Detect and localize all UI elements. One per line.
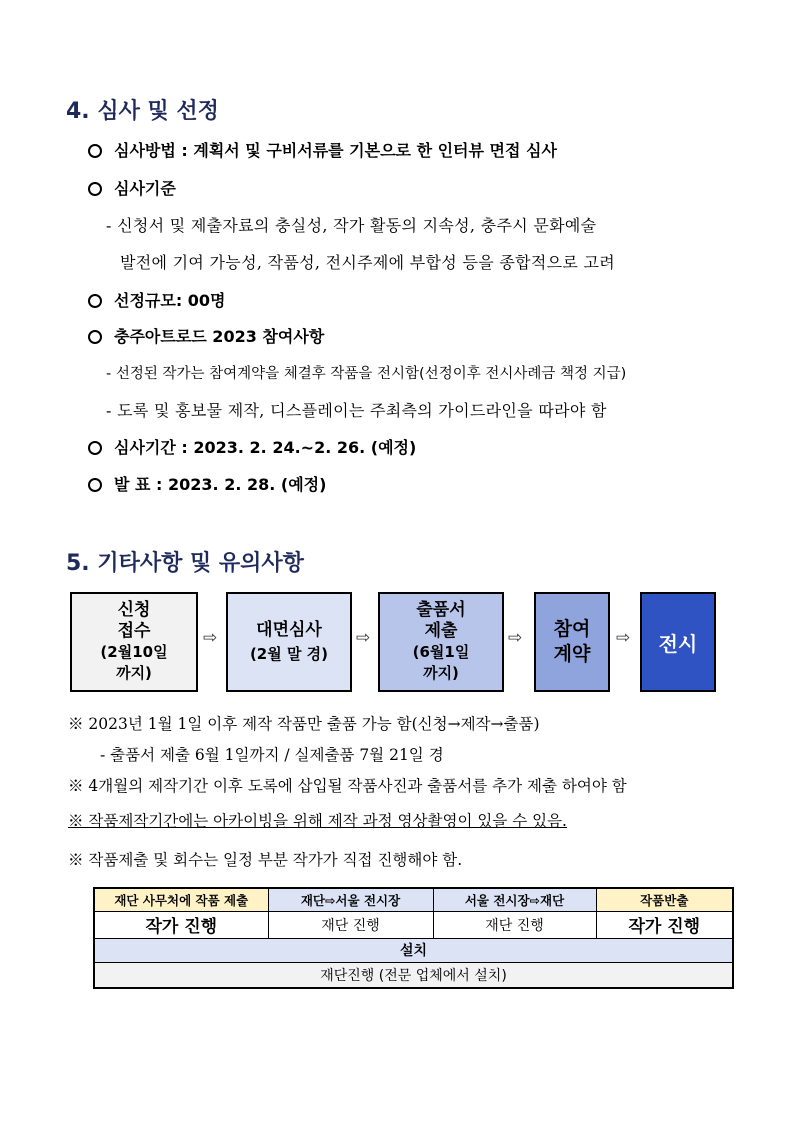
criteria-line-1: - 신청서 및 제출자료의 충실성, 작가 활동의 지속성, 충주시 문화예술 [106, 216, 597, 235]
flow-step-contract-l1: 참여 [553, 618, 591, 640]
table-header: 재단 사무처에 작품 제출 [94, 888, 268, 911]
flow-step-interview [226, 592, 352, 692]
table-cell: 작가 진행 [596, 911, 733, 938]
flow-step-apply-l1: 신청 [117, 600, 151, 620]
flow-step-apply-l4: 까지) [116, 664, 152, 682]
circle-bullet-icon [88, 441, 102, 455]
participation-line-2: - 도록 및 홍보물 제작, 디스플레이는 주최측의 가이드라인을 따라야 함 [106, 401, 607, 420]
flow-step-submission-l1: 출품서 [416, 600, 466, 620]
participation-line-1: - 선정된 작가는 참여계약을 체결후 작품을 전시함(선정이후 전시사례금 책정 지급) [106, 366, 627, 382]
arrow-right-icon: ⇨ [508, 628, 523, 648]
announcement-text: 발 표 : 2023. 2. 28. (예정) [114, 475, 327, 494]
note-3: ※ 작품제작기간에는 아카이빙을 위해 제작 과정 영상촬영이 있을 수 있음. [68, 812, 567, 830]
table-header: 작품반출 [596, 888, 733, 911]
circle-bullet-icon [88, 144, 102, 158]
flow-step-submission-l2: 제출 [424, 621, 458, 641]
table-header-row [94, 888, 733, 911]
criteria-line-2: 발전에 기여 가능성, 작품성, 전시주제에 부합성 등을 종합적으로 고려 [120, 253, 616, 272]
bullet-selection-scale [88, 288, 226, 311]
arrow-right-icon: ⇨ [616, 628, 631, 648]
review-criteria-text: 심사기준 [114, 179, 176, 198]
selection-scale-text: 선정규모: 00명 [114, 291, 226, 310]
table-install-row [94, 962, 733, 988]
table-row [94, 911, 733, 938]
table-header: 서울 전시장⇨재단 [433, 888, 596, 911]
section4-title: 4. 심사 및 선정 [66, 99, 219, 124]
flow-step-apply-l3: (2월10일 [100, 643, 168, 661]
note-2: ※ 4개월의 제작기간 이후 도록에 삽입될 작품사진과 출품서를 추가 제출 하여야 함 [68, 777, 627, 795]
table-cell: 재단 진행 [268, 911, 433, 938]
install-value: 재단진행 (전문 업체에서 설치) [94, 962, 733, 988]
flow-step-submission [378, 592, 504, 692]
arrow-right-icon: ⇨ [203, 628, 218, 648]
bullet-review-method [88, 138, 557, 161]
circle-bullet-icon [88, 294, 102, 308]
flow-step-apply [70, 592, 198, 692]
flow-step-apply-l2: 접수 [117, 621, 151, 641]
flow-step-submission-l3: (6월1일 [412, 643, 470, 661]
table-cell: 재단 진행 [433, 911, 596, 938]
table-header: 재단⇨서울 전시장 [268, 888, 433, 911]
arrow-right-icon: ⇨ [356, 628, 371, 648]
table-cell: 작가 진행 [94, 911, 268, 938]
flow-step-contract-l2: 계약 [553, 643, 591, 665]
flow-step-exhibition-l1: 전시 [658, 631, 698, 656]
section5-title: 5. 기타사항 및 유의사항 [66, 551, 304, 576]
flow-step-contract [534, 592, 610, 692]
note-1-sub: - 출품서 제출 6월 1일까지 / 실제출품 7월 21일 경 [100, 746, 444, 764]
bullet-announcement [88, 472, 326, 495]
bullet-review-period [88, 435, 416, 458]
flow-step-interview-l2: (2월 말 경) [249, 645, 329, 663]
install-header: 설치 [94, 938, 733, 962]
review-period-text: 심사기간 : 2023. 2. 24.~2. 26. (예정) [114, 438, 417, 457]
review-method-text: 심사방법 : 계획서 및 구비서류를 기본으로 한 인터뷰 면접 심사 [114, 141, 557, 160]
flow-step-submission-l4: 까지) [423, 664, 459, 682]
note-1: ※ 2023년 1월 1일 이후 제작 작품만 출품 가능 함(신청→제작→출품) [68, 715, 540, 733]
participation-text: 충주아트로드 2023 참여사항 [114, 327, 325, 346]
note-4: ※ 작품제출 및 회수는 일정 부분 작가가 직접 진행해야 함. [68, 851, 463, 869]
bullet-review-criteria [88, 176, 176, 199]
process-table [93, 887, 734, 989]
circle-bullet-icon [88, 478, 102, 492]
flow-step-interview-l1: 대면심사 [256, 620, 322, 640]
bullet-participation [88, 324, 324, 347]
circle-bullet-icon [88, 182, 102, 196]
flow-step-exhibition [640, 592, 716, 692]
circle-bullet-icon [88, 330, 102, 344]
table-install-header-row [94, 938, 733, 962]
